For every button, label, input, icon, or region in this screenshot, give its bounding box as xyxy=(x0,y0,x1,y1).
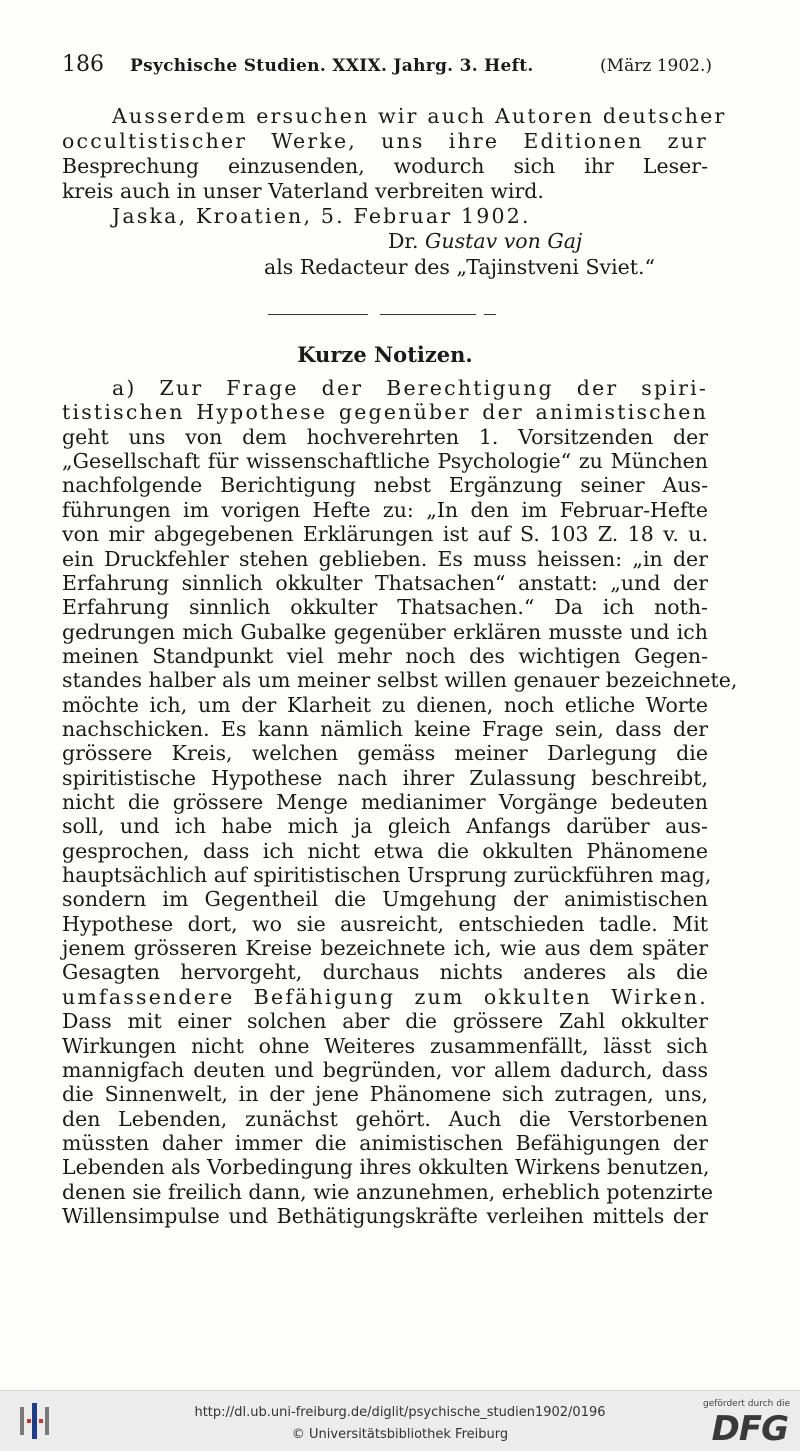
body-line: a) Zur Frage der Berechtigung der spiri- xyxy=(112,376,708,400)
body-line: spiritistische Hypothese nach ihrer Zulassung beschreibt, xyxy=(62,765,708,790)
body-line: Erfahrung sinnlich okkulter Thatsachen.“ Da ich noth- xyxy=(62,595,708,620)
body-line: Willensimpulse und Bethätigungskräfte verleihen mittels der xyxy=(62,1203,708,1228)
body-line: die Sinnenwelt, in der jene Phänomene sich zutragen, uns, xyxy=(62,1082,708,1107)
body-line: ein Druckfehler stehen geblieben. Es muss heissen: „in der xyxy=(62,546,708,571)
body-line: Hypothese dort, wo sie ausreicht, entschieden tadle. Mit xyxy=(62,911,708,936)
body-line: müssten daher immer die animistischen Befähigungen der xyxy=(62,1130,708,1155)
body-line: nachschicken. Es kann nämlich keine Frage sein, dass der xyxy=(62,716,708,741)
body-line: umfassendere Befähigung zum okkulten Wirken. xyxy=(62,984,708,1009)
body-line: Gesagten hervorgeht, durchaus nichts anderes als die xyxy=(62,960,708,985)
running-header xyxy=(62,52,712,82)
body-line: führungen im vorigen Hefte zu: „In den im Februar-Hefte xyxy=(62,497,708,522)
permalink-url[interactable]: http://dl.ub.uni-freiburg.de/diglit/psychische_studien1902/0196 xyxy=(194,1405,606,1420)
body-line: „Gesellschaft für wissenschaftliche Psychologie“ zu München xyxy=(62,449,708,474)
body-line: Dass mit einer solchen aber die grössere Zahl okkulter xyxy=(62,1009,708,1034)
page-number: 186 xyxy=(62,52,104,77)
intro-line: occultistischer Werke, uns ihre Editionen zur xyxy=(62,129,708,153)
footer-bar xyxy=(0,1390,800,1451)
body-line: tistischen Hypothese gegenüber der animistischen xyxy=(62,400,708,425)
signature-name-line xyxy=(388,229,582,253)
copyright-notice: © Universitätsbibliothek Freiburg xyxy=(291,1427,509,1442)
body-line: nicht die grössere Menge medianimer Vorgänge bedeuten xyxy=(62,790,708,814)
body-line: hauptsächlich auf spiritistischen Ursprung zurückführen mag, xyxy=(62,863,712,887)
body-line: nachfolgende Berichtigung nebst Ergänzung seiner Aus- xyxy=(62,473,708,498)
body-line: mannigfach deuten und begründen, vor allem dadurch, dass xyxy=(62,1057,708,1082)
body-line: grössere Kreis, welchen gemäss meiner Darlegung die xyxy=(62,741,708,766)
body-line: jenem grösseren Kreise bezeichnete ich, wie aus dem später xyxy=(62,936,708,961)
body-line: gedrungen mich Gubalke gegenüber erklären musste und ich xyxy=(62,619,708,644)
body-line: möchte ich, um der Klarheit zu dienen, noch etliche Worte xyxy=(62,692,708,717)
intro-line: kreis auch in unser Vaterland verbreiten wird. xyxy=(62,179,544,203)
body-line: Wirkungen nicht ohne Weiteres zusammenfällt, lässt sich xyxy=(62,1033,708,1058)
body-line: denen sie freilich dann, wie anzunehmen, erheblich potenzirte xyxy=(62,1179,713,1204)
signature-name: Gustav von Gaj xyxy=(425,229,583,253)
body-line: soll, und ich habe mich ja gleich Anfangs darüber aus- xyxy=(62,814,708,839)
signature-place-date: Jaska, Kroatien, 5. Februar 1902. xyxy=(112,204,531,228)
journal-title: Psychische Studien. XXIX. Jahrg. 3. Heft. xyxy=(130,56,534,76)
section-heading: Kurze Notizen. xyxy=(297,342,473,367)
signature-title: Dr. xyxy=(388,229,419,253)
intro-line: Ausserdem ersuchen wir auch Autoren deutscher xyxy=(112,104,727,128)
body-line: standes halber als um meiner selbst willen genauer bezeichnete, xyxy=(62,668,738,693)
body-line: geht uns von dem hochverehrten 1. Vorsitzenden der xyxy=(62,424,708,449)
body-line: meinen Standpunkt viel mehr noch des wichtigen Gegen- xyxy=(62,643,708,668)
body-line: Erfahrung sinnlich okkulter Thatsachen“ anstatt: „und der xyxy=(62,570,708,595)
dfg-logo-icon: DFG xyxy=(711,1409,788,1449)
section-divider xyxy=(268,314,368,315)
funding-note: gefördert durch die xyxy=(703,1399,790,1409)
body-line: sondern im Gegentheil die Umgehung der animistischen xyxy=(62,887,708,912)
signature-role: als Redacteur des „Tajinstveni Sviet.“ xyxy=(264,255,655,279)
section-divider xyxy=(484,314,496,315)
issue-date: (März 1902.) xyxy=(600,56,712,76)
body-line: gesprochen, dass ich nicht etwa die okkulten Phänomene xyxy=(62,838,708,863)
body-line: Lebenden als Vorbedingung ihres okkulten Wirkens benutzen, xyxy=(62,1155,710,1180)
body-line: von mir abgegebenen Erklärungen ist auf S. 103 Z. 18 v. u. xyxy=(62,522,708,547)
body-line: den Lebenden, zunächst gehört. Auch die Verstorbenen xyxy=(62,1106,708,1131)
intro-line: Besprechung einzusenden, wodurch sich ihr Leser- xyxy=(62,154,708,178)
section-divider xyxy=(380,314,476,315)
